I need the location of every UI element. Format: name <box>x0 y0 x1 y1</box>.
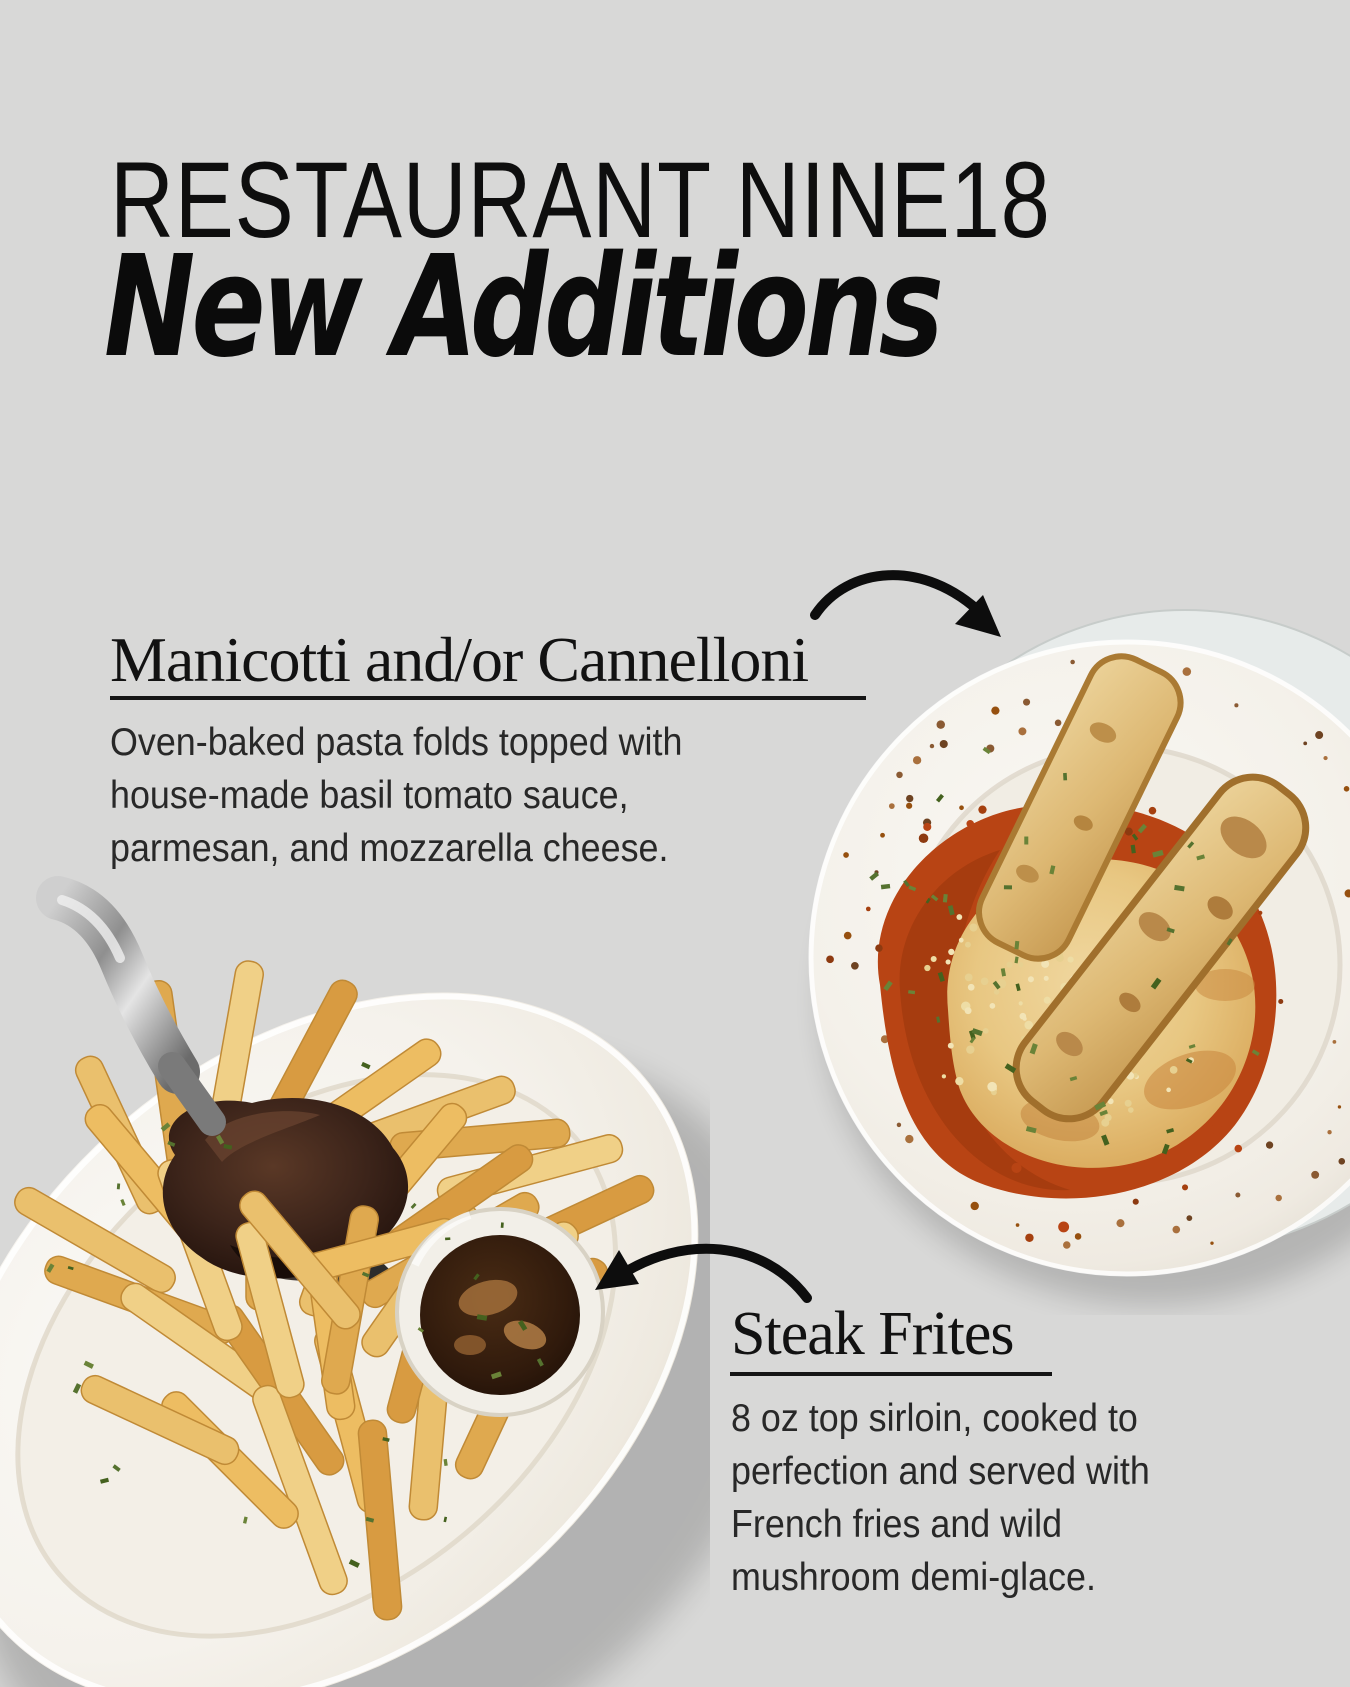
description-line: 8 oz top sirloin, cooked to <box>731 1397 1138 1440</box>
curved-arrow-left-icon <box>575 1222 825 1317</box>
dish-heading-manicotti: Manicotti and/or Cannelloni <box>110 624 809 695</box>
description-line: French fries and wild <box>731 1503 1063 1546</box>
heading-underline <box>110 696 866 700</box>
curved-arrow-right-icon <box>795 545 1025 660</box>
dish-description-steak-frites <box>731 1392 1150 1604</box>
page-title: New Additions <box>104 226 940 389</box>
heading-underline <box>730 1372 1052 1376</box>
dish-description-manicotti <box>110 716 682 875</box>
description-line: house-made basil tomato sauce, <box>110 774 629 817</box>
manicotti-cannelloni-photo <box>770 595 1350 1315</box>
description-line: parmesan, and mozzarella cheese. <box>110 827 669 870</box>
dish-heading-steak-frites: Steak Frites <box>731 1300 1014 1368</box>
description-line: perfection and served with <box>731 1450 1150 1493</box>
restaurant-name: RESTAURANT NINE18 <box>110 139 1051 260</box>
description-line: mushroom demi-glace. <box>731 1556 1096 1599</box>
description-line: Oven-baked pasta folds topped with <box>110 721 683 764</box>
